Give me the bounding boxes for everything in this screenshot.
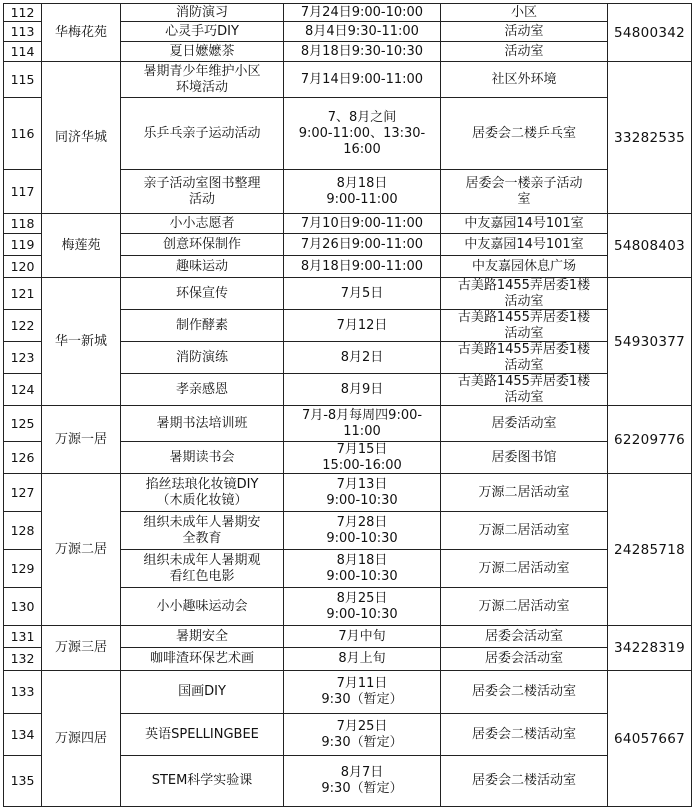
contact-phone: 54808403 [607,213,692,278]
row-number: 131 [3,625,42,648]
activity-time: 7月26日9:00-11:00 [283,233,441,256]
activity-place: 万源二居活动室 [440,549,608,588]
activity-name: 心灵手巧DIY [120,21,284,42]
activity-place: 古美路1455弄居委1楼 活动室 [440,341,608,374]
community-name: 华梅花苑 [41,3,121,62]
activity-place: 小区 [440,3,608,22]
row-number: 114 [3,41,42,62]
activity-time: 7月28日 9:00-10:30 [283,511,441,550]
row-number: 122 [3,309,42,342]
contact-phone: 33282535 [607,61,692,214]
activity-place: 居委会二楼活动室 [440,755,608,807]
activity-name: 英语SPELLINGBEE [120,713,284,756]
activity-time: 7月12日 [283,309,441,342]
activity-name: 夏日嬷嬷茶 [120,41,284,62]
activity-place: 社区外环境 [440,61,608,98]
activity-name: 环保宣传 [120,277,284,310]
row-number: 128 [3,511,42,550]
activity-name: STEM科学实验课 [120,755,284,807]
row-number: 120 [3,255,42,278]
activity-time: 8月18日9:00-11:00 [283,255,441,278]
row-number: 133 [3,670,42,714]
activity-name: 暑期读书会 [120,441,284,474]
community-name: 梅莲苑 [41,213,121,278]
activity-time: 8月18日 9:00-10:30 [283,549,441,588]
activity-time: 8月18日 9:00-11:00 [283,169,441,214]
activity-place: 古美路1455弄居委1楼 活动室 [440,309,608,342]
activity-name: 小小趣味运动会 [120,587,284,626]
activity-name: 消防演练 [120,341,284,374]
activity-name: 咖啡渣环保艺术画 [120,647,284,671]
activity-place: 居委会一楼亲子活动 室 [440,169,608,214]
row-number: 121 [3,277,42,310]
row-number: 112 [3,3,42,22]
activity-place: 居委会活动室 [440,625,608,648]
activity-place: 居委会二楼乒乓室 [440,97,608,170]
activity-time: 8月18日9:30-10:30 [283,41,441,62]
activity-place: 中友嘉园14号101室 [440,233,608,256]
activity-place: 中友嘉园14号101室 [440,213,608,234]
row-number: 126 [3,441,42,474]
row-number: 116 [3,97,42,170]
activity-time: 8月上旬 [283,647,441,671]
row-number: 129 [3,549,42,588]
activity-place: 居委活动室 [440,405,608,442]
row-number: 125 [3,405,42,442]
row-number: 127 [3,473,42,512]
row-number: 113 [3,21,42,42]
activity-name: 国画DIY [120,670,284,714]
contact-phone: 62209776 [607,405,692,474]
activity-time: 7、8月之间 9:00-11:00、13:30- 16:00 [283,97,441,170]
row-number: 130 [3,587,42,626]
activity-time: 8月9日 [283,373,441,406]
activity-time: 8月4日9:30-11:00 [283,21,441,42]
row-number: 115 [3,61,42,98]
activity-place: 居委会活动室 [440,647,608,671]
activity-time: 7月11日 9:30（暂定） [283,670,441,714]
contact-phone: 24285718 [607,473,692,626]
activity-name: 组织未成年人暑期观 看红色电影 [120,549,284,588]
activity-name: 亲子活动室图书整理 活动 [120,169,284,214]
community-name: 万源二居 [41,473,121,626]
activity-table [3,3,691,806]
contact-phone: 34228319 [607,625,692,671]
activity-place: 居委会二楼活动室 [440,670,608,714]
activity-name: 制作酵素 [120,309,284,342]
activity-place: 万源二居活动室 [440,511,608,550]
community-name: 万源三居 [41,625,121,671]
activity-time: 7月25日 9:30（暂定） [283,713,441,756]
activity-name: 趣味运动 [120,255,284,278]
activity-time: 8月25日 9:00-10:30 [283,587,441,626]
contact-phone: 54800342 [607,3,692,62]
community-name: 同济华城 [41,61,121,214]
row-number: 119 [3,233,42,256]
activity-time: 7月5日 [283,277,441,310]
activity-name: 暑期安全 [120,625,284,648]
contact-phone: 64057667 [607,670,692,807]
activity-name: 消防演习 [120,3,284,22]
activity-place: 古美路1455弄居委1楼 活动室 [440,277,608,310]
activity-place: 万源二居活动室 [440,473,608,512]
activity-name: 组织未成年人暑期安 全教育 [120,511,284,550]
activity-time: 7月13日 9:00-10:30 [283,473,441,512]
activity-time: 8月2日 [283,341,441,374]
activity-place: 居委图书馆 [440,441,608,474]
row-number: 117 [3,169,42,214]
activity-name: 暑期书法培训班 [120,405,284,442]
community-name: 万源四居 [41,670,121,807]
activity-time: 7月中旬 [283,625,441,648]
activity-time: 7月-8月每周四9:00- 11:00 [283,405,441,442]
row-number: 123 [3,341,42,374]
contact-phone: 54930377 [607,277,692,406]
activity-place: 活动室 [440,41,608,62]
activity-time: 7月10日9:00-11:00 [283,213,441,234]
row-number: 132 [3,647,42,671]
activity-name: 乐乒乓亲子运动活动 [120,97,284,170]
activity-name: 暑期青少年维护小区 环境活动 [120,61,284,98]
activity-place: 古美路1455弄居委1楼 活动室 [440,373,608,406]
activity-time: 7月14日9:00-11:00 [283,61,441,98]
activity-place: 活动室 [440,21,608,42]
row-number: 118 [3,213,42,234]
activity-place: 居委会二楼活动室 [440,713,608,756]
activity-name: 掐丝珐琅化妆镜DIY （木质化妆镜） [120,473,284,512]
row-number: 124 [3,373,42,406]
row-number: 135 [3,755,42,807]
activity-name: 孝亲感恩 [120,373,284,406]
community-name: 华一新城 [41,277,121,406]
activity-time: 7月15日 15:00-16:00 [283,441,441,474]
activity-time: 7月24日9:00-10:00 [283,3,441,22]
activity-time: 8月7日 9:30（暂定） [283,755,441,807]
activity-place: 中友嘉园休息广场 [440,255,608,278]
activity-name: 创意环保制作 [120,233,284,256]
row-number: 134 [3,713,42,756]
community-name: 万源一居 [41,405,121,474]
activity-place: 万源二居活动室 [440,587,608,626]
activity-name: 小小志愿者 [120,213,284,234]
